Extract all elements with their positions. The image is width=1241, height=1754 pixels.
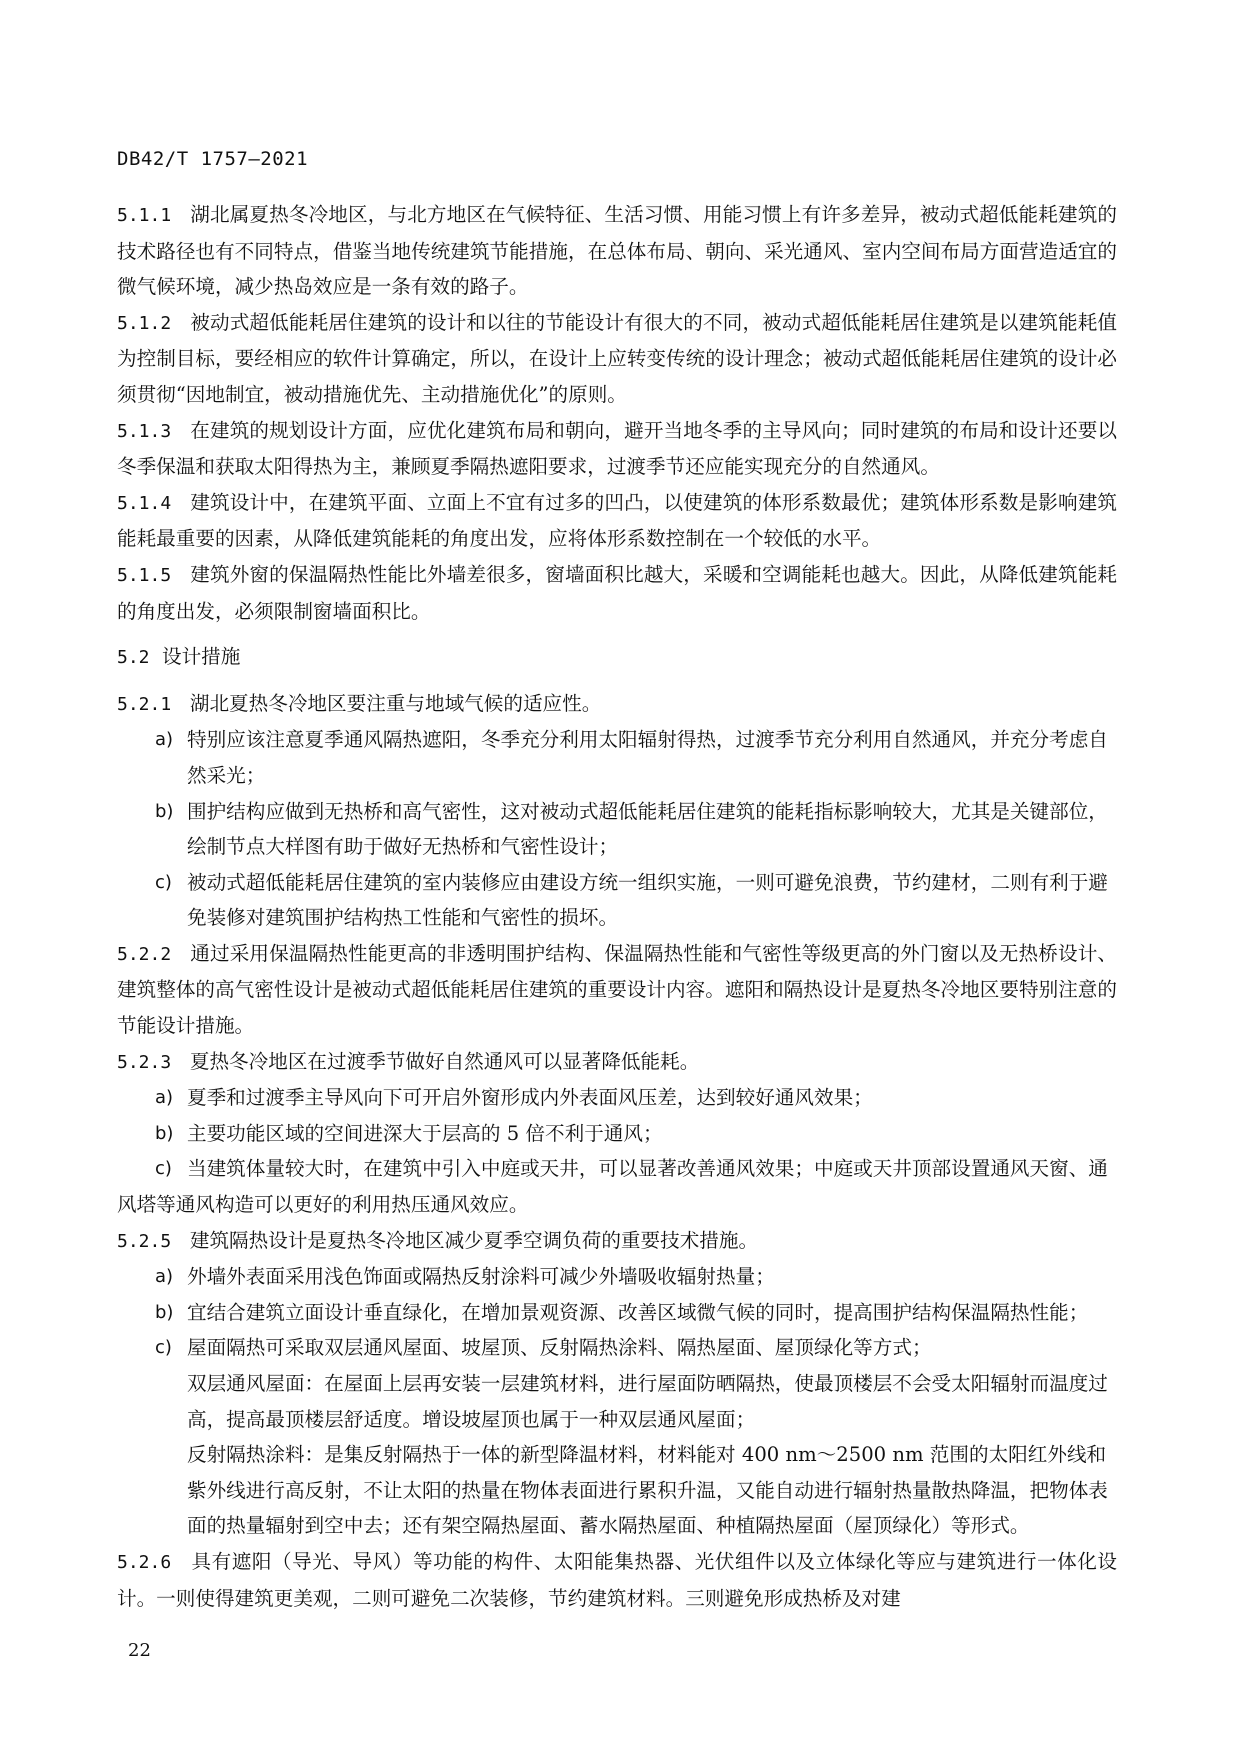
list-label: a) <box>155 729 174 751</box>
list-item <box>117 794 1117 865</box>
clause-5-2-6 <box>117 1544 1117 1616</box>
clause-5-2-3 <box>117 1044 1117 1081</box>
list-label: b) <box>155 800 174 822</box>
clause-number: 5.2.3 <box>117 1051 172 1073</box>
clause-number: 5.2.6 <box>117 1551 172 1573</box>
section-heading-5-2 <box>117 639 1117 676</box>
list-text: 夏季和过渡季主导风向下可开启外窗形成内外表面风压差，达到较好通风效果； <box>187 1086 873 1110</box>
clause-text: 建筑隔热设计是夏热冬冷地区减少夏季空调负荷的重要技术措施。 <box>189 1228 759 1252</box>
page-number: 22 <box>128 1640 151 1661</box>
list-label: a) <box>155 1266 174 1288</box>
clause-5-1-4 <box>117 485 1117 557</box>
section-title: 设计措施 <box>161 645 241 669</box>
clause-5-2-5 <box>117 1223 1117 1260</box>
page-content <box>117 197 1117 1616</box>
document-header: DB42/T 1757—2021 <box>117 148 309 170</box>
list-item <box>117 1080 1117 1116</box>
list-item <box>117 1295 1117 1331</box>
clause-text: 建筑外窗的保温隔热性能比外墙差很多，窗墙面积比越大，采暖和空调能耗也越大。因此，从降低建筑能耗的角度出发，必须限制窗墙面积比。 <box>117 562 1118 623</box>
clause-text: 被动式超低能耗居住建筑的设计和以往的节能设计有很大的不同，被动式超低能耗居住建筑是以建筑能耗值为控制目标，要经相应的软件计算确定，所以，在设计上应转变传统的设计理念；被动式超低能耗居住建筑的设计必须贯彻“因地制宜，被动措施优先、主动措施优化”的原则。 <box>117 310 1118 406</box>
clause-5-1-3 <box>117 413 1117 485</box>
clause-number: 5.2.1 <box>117 693 172 715</box>
clause-5-1-5 <box>117 557 1117 629</box>
clause-5-2-2 <box>117 936 1117 1044</box>
list-text: 围护结构应做到无热桥和高气密性，这对被动式超低能耗居住建筑的能耗指标影响较大，尤其是关键部位，绘制节点大样图有助于做好无热桥和气密性设计； <box>187 799 1108 859</box>
list-item-continuation: 反射隔热涂料：是集反射隔热于一体的新型降温材料，材料能对 400 nm～2500 nm 范围的太阳红外线和紫外线进行高反射，不让太阳的热量在物体表面进行累积升温，又能自动进行辐射热量散热降温，把物体表面的热量辐射到空中去；还有架空隔热屋面、蓄水隔热屋面、种植隔热屋面（屋顶绿化）等形式。 <box>187 1443 1108 1538</box>
list-item <box>117 1259 1117 1295</box>
clause-text: 通过采用保温隔热性能更高的非透明围护结构、保温隔热性能和气密性等级更高的外门窗以及无热桥设计、建筑整体的高气密性设计是被动式超低能耗居住建筑的重要设计内容。遮阳和隔热设计是夏热冬冷地区要特别注意的节能设计措施。 <box>117 941 1118 1038</box>
list-item-continuation: 双层通风屋面：在屋面上层再安装一层建筑材料，进行屋面防晒隔热，使最顶楼层不会受太阳辐射而温度过高，提高最顶楼层舒适度。增设坡屋顶也属于一种双层通风屋面； <box>187 1372 1108 1431</box>
clause-5-1-1 <box>117 197 1117 305</box>
clause-text: 具有遮阳（导光、导风）等功能的构件、太阳能集热器、光伏组件以及立体绿化等应与建筑进行一体化设计。一则使得建筑更美观，二则可避免二次装修，节约建筑材料。三则避免形成热桥及对建 <box>117 1549 1118 1610</box>
list-item <box>117 1151 1117 1222</box>
list-item <box>117 1330 1117 1366</box>
list-text: 外墙外表面采用浅色饰面或隔热反射涂料可减少外墙吸收辐射热量； <box>187 1265 775 1289</box>
clause-5-1-2 <box>117 305 1117 413</box>
clause-text: 建筑设计中，在建筑平面、立面上不宜有过多的凹凸，以使建筑的体形系数最优；建筑体形系数是影响建筑能耗最重要的因素，从降低建筑能耗的角度出发，应将体形系数控制在一个较低的水平。 <box>117 490 1118 551</box>
clause-number: 5.2.2 <box>117 943 172 965</box>
list-label: a) <box>155 1087 174 1109</box>
list-text: 当建筑体量较大时，在建筑中引入中庭或天井，可以显著改善通风效果；中庭或天井顶部设置通风天窗、通风塔等通风构造可以更好的利用热压通风效应。 <box>117 1157 1108 1217</box>
clause-text: 夏热冬冷地区在过渡季节做好自然通风可以显著降低能耗。 <box>189 1049 700 1073</box>
clause-number: 5.1.4 <box>117 492 172 514</box>
list-text: 屋面隔热可采取双层通风屋面、坡屋顶、反射隔热涂料、隔热屋面、屋顶绿化等方式； <box>187 1336 932 1360</box>
list-text: 被动式超低能耗居住建筑的室内装修应由建设方统一组织实施，一则可避免浪费，节约建材，二则有利于避免装修对建筑围护结构热工性能和气密性的损坏。 <box>187 870 1108 930</box>
clause-number: 5.1.5 <box>117 564 172 586</box>
clause-number: 5.1.3 <box>117 420 172 442</box>
list-text: 特别应该注意夏季通风隔热遮阳，冬季充分利用太阳辐射得热，过渡季节充分利用自然通风，并充分考虑自然采光； <box>187 728 1108 787</box>
list-text: 主要功能区域的空间进深大于层高的 5 倍不利于通风； <box>187 1121 663 1145</box>
list-item <box>117 1116 1117 1152</box>
clause-number: 5.2.5 <box>117 1230 172 1252</box>
clause-5-2-1 <box>117 686 1117 723</box>
clause-text: 湖北属夏热冬冷地区，与北方地区在气候特征、生活习惯、用能习惯上有许多差异，被动式超低能耗建筑的技术路径也有不同特点，借鉴当地传统建筑节能措施，在总体布局、朝向、采光通风、室内空间布局方面营造适宜的微气候环境，减少热岛效应是一条有效的路子。 <box>117 203 1118 299</box>
list-item <box>117 865 1117 936</box>
list-text: 宜结合建筑立面设计垂直绿化，在增加景观资源、改善区域微气候的同时，提高围护结构保温隔热性能； <box>187 1300 1089 1324</box>
clause-text: 在建筑的规划设计方面，应优化建筑布局和朝向，避开当地冬季的主导风向；同时建筑的布局和设计还要以冬季保温和获取太阳得热为主，兼顾夏季隔热遮阳要求，过渡季节还应能实现充分的自然通风。 <box>117 418 1118 479</box>
list-label: c) <box>155 1158 172 1180</box>
section-number: 5.2 <box>117 647 150 669</box>
list-label: b) <box>155 1301 174 1323</box>
list-label: b) <box>155 1122 174 1144</box>
clause-number: 5.1.1 <box>117 205 172 226</box>
clause-number: 5.1.2 <box>117 312 172 334</box>
list-label: c) <box>155 871 172 893</box>
list-item <box>117 722 1117 793</box>
clause-text: 湖北夏热冬冷地区要注重与地域气候的适应性。 <box>189 691 602 715</box>
list-label: c) <box>155 1337 172 1359</box>
